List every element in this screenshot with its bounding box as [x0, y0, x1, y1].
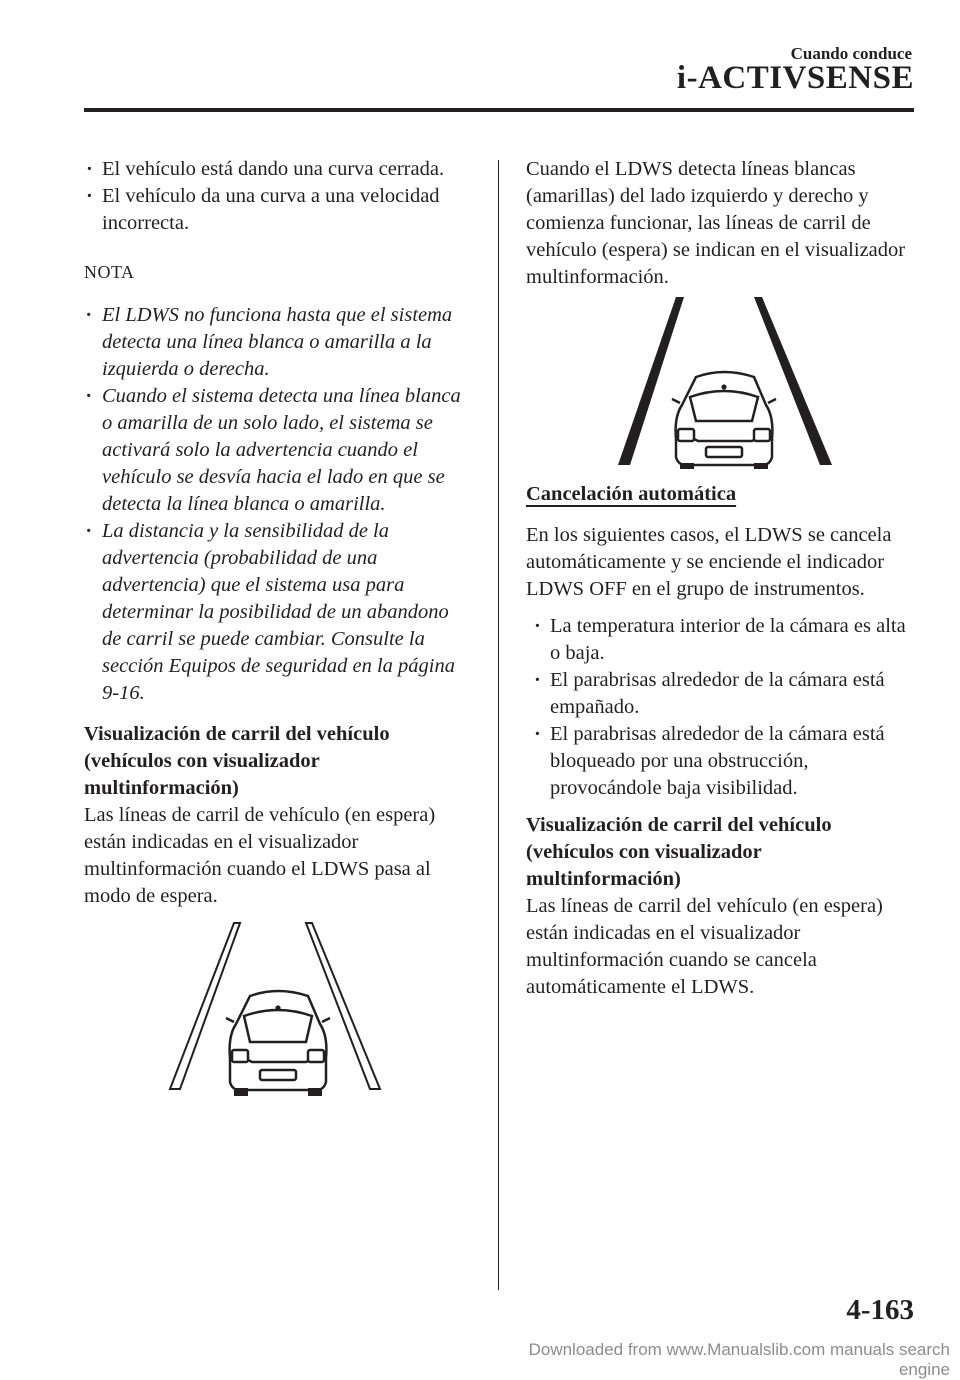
paragraph-detect: Cuando el LDWS detecta líneas blancas (amarillas) del lado izquierdo y derecho y comienza funcionar, las líneas de carril de vehículo (espera) se indican en el visualizador multinformación.: [526, 158, 906, 288]
header-section: Cuando conduce: [790, 44, 912, 63]
list-item: · El vehículo da una curva a una velocidad incorrecta.: [84, 183, 469, 237]
heading-cancel-display: Visualización de carril del vehículo (vehículos con visualizador multinformación): [526, 814, 832, 890]
cancel-list: [532, 613, 918, 802]
list-item: · La temperatura interior de la cámara es alta o baja.: [532, 613, 918, 667]
header-rule: [84, 108, 914, 112]
heading-auto-cancel: Cancelación automática: [526, 483, 737, 505]
list-item: · El parabrisas alrededor de la cámara está empañado.: [532, 667, 918, 721]
lane-active-figure: [614, 295, 836, 469]
lane-active-illustration: [614, 295, 836, 469]
lane-standby-figure: [168, 918, 388, 1098]
note-item: · La distancia y la sensibilidad de la advertencia (probabilidad de una advertencia) que el sistema usa para determinar la posibilidad de un abandono de carril se puede cambiar. Consulte la sección Equipos de seguridad en la página 9-16.: [84, 518, 469, 707]
header-title: i-ACTIVSENSE: [676, 60, 914, 96]
right-column: [526, 156, 918, 1001]
paragraph-standby: Las líneas de carril de vehículo (en espera) están indicadas en el visualizador multinformación cuando el LDWS pasa al modo de espera.: [84, 804, 436, 907]
list-item: · El vehículo está dando una curva cerrada.: [84, 156, 469, 183]
column-divider: [498, 160, 499, 1290]
bullet-list-top: [84, 156, 469, 237]
paragraph-cancel-display: Las líneas de carril del vehículo (en espera) están indicadas en el visualizador multinformación cuando se cancela automáticamente el LDWS.: [526, 895, 883, 998]
lane-standby-illustration: [168, 918, 388, 1098]
note-item: · El LDWS no funciona hasta que el sistema detecta una línea blanca o amarilla a la izquierda o derecha.: [84, 302, 469, 383]
heading-standby-display: Visualización de carril del vehículo (vehículos con visualizador multinformación): [84, 723, 390, 799]
list-item: · El parabrisas alrededor de la cámara está bloqueado por una obstrucción, provocándole baja visibilidad.: [532, 721, 918, 802]
download-footer: Downloaded from www.Manualslib.com manuals search engine: [528, 1340, 950, 1379]
page-number: 4-163: [846, 1294, 914, 1326]
left-column: [84, 156, 469, 1098]
paragraph-auto-cancel: En los siguientes casos, el LDWS se cancela automáticamente y se enciende el indicador LDWS OFF en el grupo de instrumentos.: [526, 524, 892, 600]
note-label: NOTA: [84, 262, 135, 282]
note-list: [84, 302, 469, 707]
note-item: · Cuando el sistema detecta una línea blanca o amarilla de un solo lado, el sistema se activará solo la advertencia cuando el vehículo se desvía hacia el lado en que se detecta la línea blanca o amarilla.: [84, 383, 469, 518]
